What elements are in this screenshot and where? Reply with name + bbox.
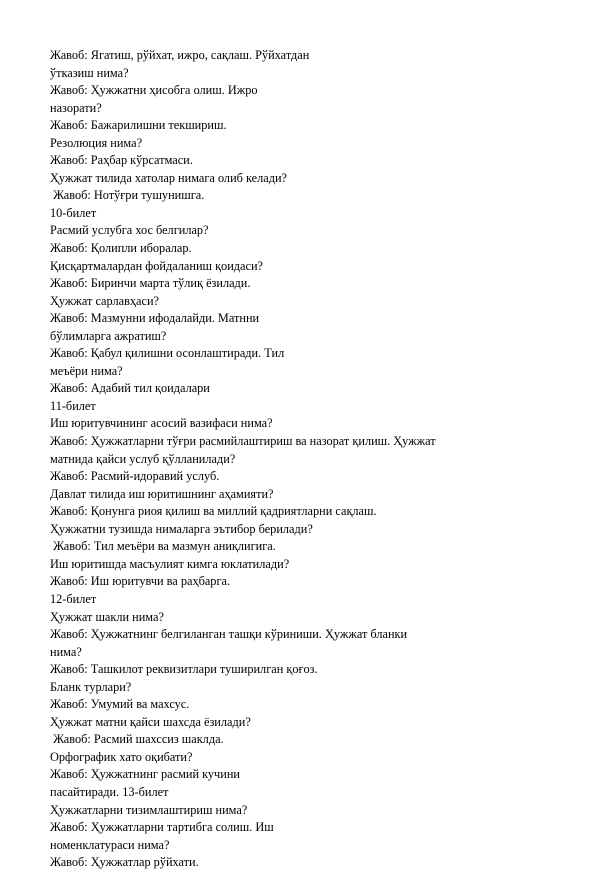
text-line: Жавоб: Биринчи марта тўлиқ ёзилади.: [50, 276, 251, 291]
text-line: Иш юритишда масъулият кимга юклатилади?: [50, 556, 290, 571]
text-line: Жавоб: Бажарилишни текшириш.: [50, 118, 227, 133]
text-line: Ҳужжат матни қайси шахсда ёзилади?: [50, 714, 251, 729]
text-line: пасайтиради. 13-билет: [50, 784, 169, 799]
text-line: Жавоб: Расмий шахссиз шаклда.: [50, 732, 224, 747]
text-line: Ҳужжат сарлавҳаси?: [50, 293, 160, 308]
text-line: Ҳужжатларни тизимлаштириш нима?: [50, 802, 248, 817]
text-line: бўлимларга ажратиш?: [50, 328, 167, 343]
text-line: Жавоб: Ҳужжатнинг белгиланган ташқи кўриниши. Ҳужжат бланки: [50, 627, 408, 642]
text-line: Иш юритувчининг асосий вазифаси нима?: [50, 416, 273, 431]
text-line: Жавоб: Ҳужжатларни тўғри расмийлаштириш ва назорат қилиш. Ҳужжат: [50, 434, 436, 449]
text-line: Жавоб: Ташкилот реквизитлари туширилган қоғоз.: [50, 662, 318, 677]
text-line: Жавоб: Умумий ва махсус.: [50, 697, 190, 712]
text-line: Орфографик хато оқибати?: [50, 749, 193, 764]
text-line: Жавоб: Ҳужжатнинг расмий кучини: [50, 767, 240, 782]
text-line: Ҳужжат шакли нима?: [50, 609, 164, 624]
text-line: Жавоб: Қонунга риоя қилиш ва миллий қадриятларни сақлаш.: [50, 504, 377, 519]
text-line: Ҳужжат тилида хатолар нимага олиб келади?: [50, 170, 287, 185]
text-line: Жавоб: Мазмунни ифодалайди. Матнни: [50, 311, 260, 326]
text-line: меъёри нима?: [50, 363, 123, 378]
text-line: Жавоб: Раҳбар кўрсатмаси.: [50, 153, 193, 168]
text-line: Бланк турлари?: [50, 679, 132, 694]
ticket-heading: 11-билет: [50, 398, 96, 413]
text-line: назорати?: [50, 100, 102, 115]
text-line: Жавоб: Тил меъёри ва мазмун аниқлигига.: [50, 539, 276, 554]
text-line: Жавоб: Адабий тил қоидалари: [50, 381, 210, 396]
text-line: Жавоб: Ҳужжатлар рўйхати.: [50, 855, 199, 870]
text-line: Жавоб: Ҳужжатларни тартибга солиш. Иш: [50, 820, 274, 835]
text-line: Жавоб: Расмий-идоравий услуб.: [50, 469, 220, 484]
text-line: нима?: [50, 644, 82, 659]
text-line: Жавоб: Ягатиш, рўйхат, ижро, сақлаш. Рўйхатдан: [50, 48, 310, 62]
text-line: Жавоб: Иш юритувчи ва раҳбарга.: [50, 574, 231, 589]
text-line: Қисқартмалардан фойдаланиш қоидаси?: [50, 258, 263, 273]
ticket-heading: 10-билет: [50, 205, 97, 220]
text-line: номенклатураси нима?: [50, 837, 170, 852]
text-line: Ҳужжатни тузишда нималарга эътибор берилади?: [50, 521, 313, 536]
text-line: Жавоб: Қолипли иборалар.: [50, 241, 192, 256]
text-line: Резолюция нима?: [50, 135, 143, 150]
text-line: Жавоб: Ҳужжатни ҳисобга олиш. Ижро: [50, 83, 258, 98]
document-text: [50, 47, 560, 872]
text-line: Жавоб: Нотўғри тушунишга.: [50, 188, 205, 203]
text-line: матнида қайси услуб қўлланилади?: [50, 451, 236, 466]
text-line: Расмий услубга хос белгилар?: [50, 223, 209, 238]
text-line: ўтказиш нима?: [50, 65, 129, 80]
text-line: Жавоб: Қабул қилишни осонлаштиради. Тил: [50, 346, 285, 361]
text-line: Давлат тилида иш юритишнинг аҳамияти?: [50, 486, 274, 501]
ticket-heading: 12-билет: [50, 591, 97, 606]
